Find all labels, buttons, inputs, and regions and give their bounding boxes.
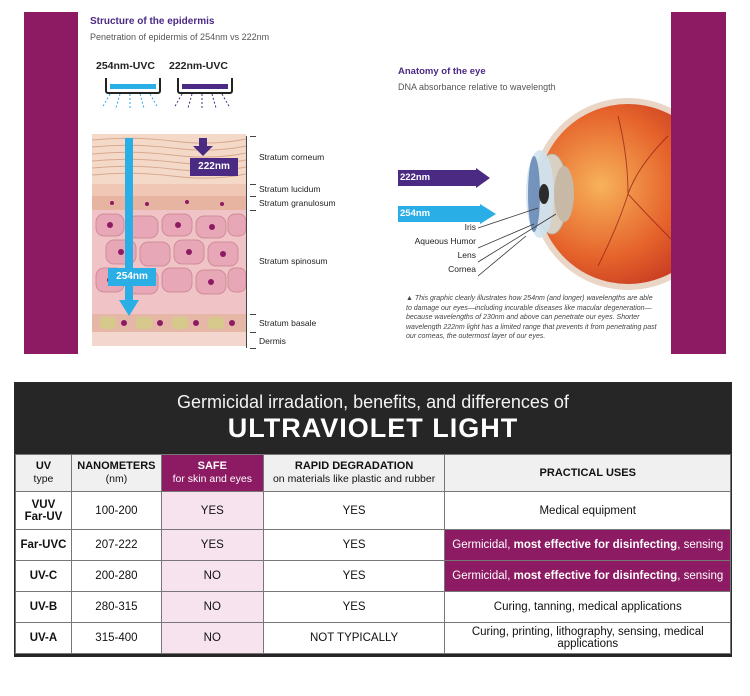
table-row [16,592,731,623]
lamp-label-222: 222nm-UVC [169,60,228,72]
cell-uses: Germicidal, most effective for disinfecting, sensing [445,561,731,592]
cell-degradation: YES [263,492,445,530]
eye-part-label: Iris [464,222,476,232]
cell-uv-type: UV-B [16,592,72,623]
eye-title: Anatomy of the eye [398,66,486,77]
layer-tick [250,348,256,349]
cell-degradation: NOT TYPICALLY [263,623,445,654]
cell-uses: Germicidal, most effective for disinfecting, sensing [445,530,731,561]
layer-tick [250,196,256,197]
column-header-uv-type: UV type [16,455,72,492]
table-heading-line2: ULTRAVIOLET LIGHT [227,413,519,443]
table-heading [15,383,731,454]
lamp-222-icon [177,78,233,94]
eye-caption [406,294,658,342]
cell-safe: YES [161,530,263,561]
epidermis-subtitle: Penetration of epidermis of 254nm vs 222nm [90,32,270,42]
infographic-panel [24,12,726,354]
layer-label: Dermis [259,336,286,346]
eye-subtitle: DNA absorbance relative to wavelength [398,82,556,92]
cell-safe: NO [161,561,263,592]
layer-label: Stratum lucidum [259,184,321,194]
layer-tick [250,314,256,315]
layer-label: Stratum corneum [259,152,325,162]
column-header-degradation: RAPID DEGRADATION on materials like plastic and rubber [263,455,445,492]
cell-uv-type: Far-UVC [16,530,72,561]
eye-arrow-label-254: 254nm [400,208,431,219]
table-bottom-rule [14,654,732,657]
lamp-label-254: 254nm-UVC [96,60,155,72]
uv-comparison-table-panel [14,382,732,656]
caption-triangle-icon: ▲ [406,295,415,302]
column-header-safe: SAFE for skin and eyes [161,455,263,492]
eye-anatomy-illustration [478,96,671,292]
cell-nanometers: 315-400 [71,623,161,654]
eye-part-label: Aqueous Humor [414,236,476,246]
layer-bracket-line [246,136,247,348]
infographic-content [78,12,671,354]
eye-part-label: Lens [457,250,476,260]
cell-safe: YES [161,492,263,530]
table-row [16,492,731,530]
cell-degradation: YES [263,561,445,592]
arrow-label-222: 222nm [190,158,238,176]
column-header-nanometers: NANOMETERS (nm) [71,455,161,492]
layer-tick [250,332,256,333]
lamp-254-icon [105,78,161,94]
layer-tick [250,184,256,185]
cell-uses: Curing, tanning, medical applications [445,592,731,623]
cell-uv-type: UV-C [16,561,72,592]
layer-tick [250,136,256,137]
cell-nanometers: 100-200 [71,492,161,530]
cell-uses: Medical equipment [445,492,731,530]
table-row [16,530,731,561]
cell-safe: NO [161,592,263,623]
epidermis-title: Structure of the epidermis [90,16,215,27]
cell-nanometers: 280-315 [71,592,161,623]
cell-nanometers: 207-222 [71,530,161,561]
eye-part-label: Cornea [448,264,476,274]
cell-uv-type: UV-A [16,623,72,654]
table-row [16,561,731,592]
table-row [16,623,731,654]
cell-degradation: YES [263,592,445,623]
arrow-label-254: 254nm [108,268,156,286]
layer-label: Stratum spinosum [259,256,328,266]
uv-comparison-table [15,454,731,654]
cell-degradation: YES [263,530,445,561]
layer-label: Stratum basale [259,318,317,328]
eye-caption-text: This graphic clearly illustrates how 254nm (and longer) wavelengths are able to damage our eyes—including incurable diseases like macular degeneration—because wavelengths of 230nm and above can penetrate our eyes. Shorter wavelength 222nm light has a limited range that prevents it from penetrating past our corneas, the outermost layer of our eyes. [406,295,657,340]
eye-arrow-label-222: 222nm [400,172,431,183]
cell-uv-type: VUV Far-UV [16,492,72,530]
cell-uses: Curing, printing, lithography, sensing, medical applications [445,623,731,654]
layer-label: Stratum granulosum [259,198,336,208]
layer-tick [250,210,256,211]
epidermis-cross-section [92,94,252,346]
table-header-row [16,455,731,492]
cell-nanometers: 200-280 [71,561,161,592]
column-header-uses: PRACTICAL USES [445,455,731,492]
table-heading-line1: Germicidal irradation, benefits, and differences of [177,392,569,412]
cell-safe: NO [161,623,263,654]
